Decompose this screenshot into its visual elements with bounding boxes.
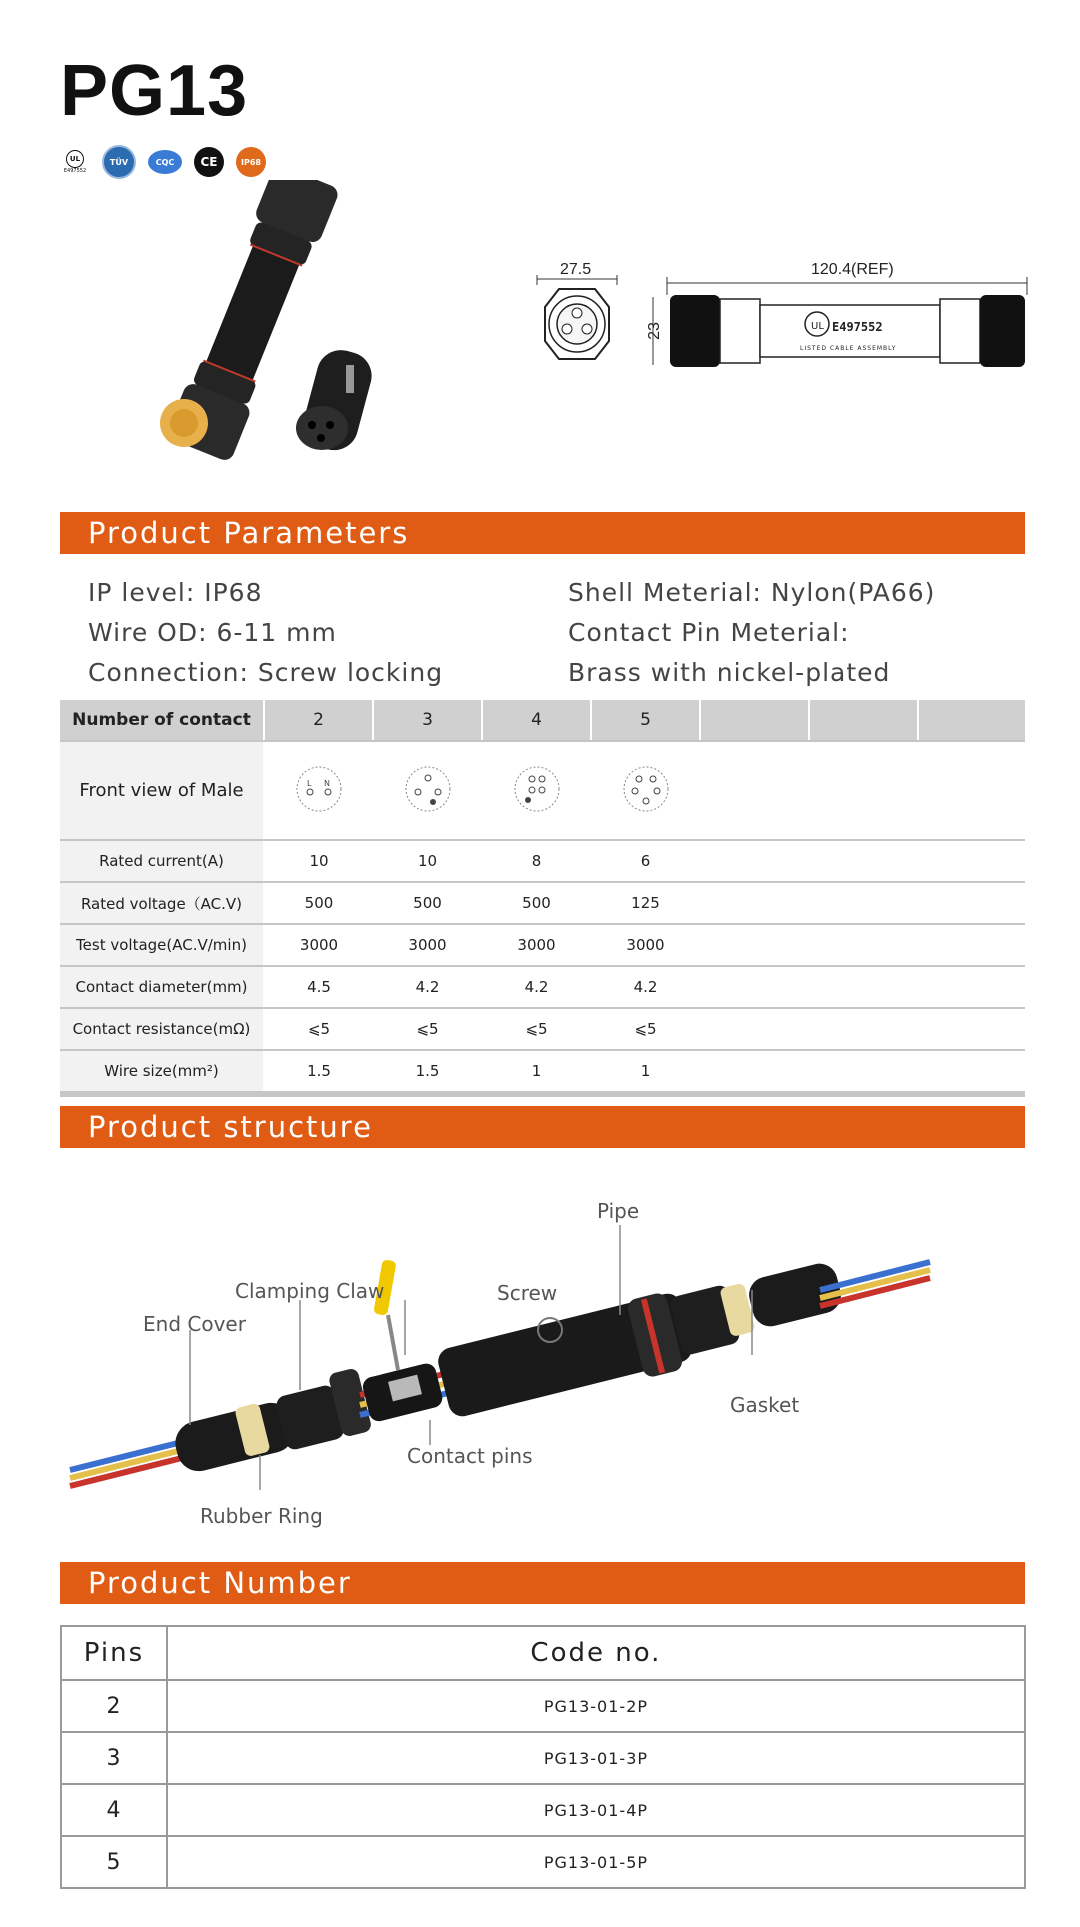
- spec-header-contact: [918, 700, 1025, 741]
- spec-row-label: Contact diameter(mm): [60, 966, 264, 1008]
- param-pin-plating: Brass with nickel-plated: [568, 658, 891, 687]
- label-gasket: Gasket: [730, 1393, 800, 1417]
- spec-cell: 6: [591, 840, 700, 882]
- spec-header-contact: 5: [591, 700, 700, 741]
- pins-cell: 2: [61, 1680, 167, 1732]
- pin-insert-image: [296, 345, 377, 456]
- section-header-number: Product Number: [60, 1562, 1025, 1604]
- spec-row-label: Rated current(A): [60, 840, 264, 882]
- code-cell: PG13-01-4P: [167, 1784, 1025, 1836]
- side-sub-text: LISTED CABLE ASSEMBLY: [800, 345, 897, 352]
- spec-cell: ⩽5: [591, 1008, 700, 1050]
- spec-cell: 4.5: [264, 966, 373, 1008]
- tuv-cert-icon: TÜV: [102, 145, 136, 179]
- param-pin-material: Contact Pin Meterial:: [568, 618, 850, 647]
- section-header-parameters: Product Parameters: [60, 512, 1025, 554]
- spec-row-label: Contact resistance(mΩ): [60, 1008, 264, 1050]
- spec-cell: 3000: [591, 924, 700, 966]
- product-number-table: [60, 1625, 1026, 1889]
- spec-cell: 1: [482, 1050, 591, 1094]
- ce-cert-icon: CE: [194, 147, 224, 177]
- param-wire-od: Wire OD: 6-11 mm: [88, 618, 337, 647]
- spec-row: [60, 1050, 1025, 1094]
- label-screw: Screw: [497, 1281, 558, 1305]
- spec-cell: 4.2: [482, 966, 591, 1008]
- spec-row: [60, 882, 1025, 924]
- spec-cell: 1: [591, 1050, 700, 1094]
- section-header-structure: Product structure: [60, 1106, 1025, 1148]
- spec-cell: 4.2: [591, 966, 700, 1008]
- spec-cell: 500: [373, 882, 482, 924]
- spec-cell: 3000: [264, 924, 373, 966]
- svg-text:N: N: [324, 778, 330, 788]
- spec-cell: 500: [264, 882, 373, 924]
- pin-layout-5-icon: [621, 764, 671, 814]
- spec-cell: ⩽5: [264, 1008, 373, 1050]
- spec-cell: ⩽5: [373, 1008, 482, 1050]
- svg-text:L: L: [307, 778, 312, 788]
- table-row: [61, 1784, 1025, 1836]
- pins-cell: 4: [61, 1784, 167, 1836]
- spec-row: [60, 840, 1025, 882]
- spec-cell: 3000: [373, 924, 482, 966]
- spec-cell: 8: [482, 840, 591, 882]
- label-clamping-claw: Clamping Claw: [235, 1279, 385, 1303]
- pins-cell: 5: [61, 1836, 167, 1888]
- pin-layout-3-icon: [403, 764, 453, 814]
- front-width-dimension: 27.5: [560, 261, 592, 278]
- front-view-drawing: [537, 275, 617, 359]
- pin-layout-4-icon: [512, 764, 562, 814]
- spec-cell: 1.5: [264, 1050, 373, 1094]
- side-length-dimension: 120.4(REF): [811, 261, 894, 278]
- number-header-row: [61, 1626, 1025, 1680]
- spec-cell: 3000: [482, 924, 591, 966]
- spec-header-contact: 4: [482, 700, 591, 741]
- pin-layout-2-icon: [294, 764, 344, 814]
- label-rubber-ring: Rubber Ring: [200, 1504, 323, 1528]
- right-wires-image: [820, 1262, 930, 1306]
- spec-header-row: [60, 700, 1025, 741]
- spec-row: [60, 966, 1025, 1008]
- front-view-row: [60, 741, 1025, 840]
- label-end-cover: End Cover: [143, 1312, 246, 1336]
- spec-row-label: Wire size(mm²): [60, 1050, 264, 1094]
- spec-header-label: Number of contact: [60, 700, 264, 741]
- spec-header-contact: 2: [264, 700, 373, 741]
- front-view-label: Front view of Male: [60, 741, 264, 840]
- front-view-4pin: [482, 741, 591, 840]
- spec-cell: 500: [482, 882, 591, 924]
- table-row: [61, 1732, 1025, 1784]
- spec-cell: 10: [373, 840, 482, 882]
- label-pipe: Pipe: [597, 1199, 640, 1223]
- code-cell: PG13-01-3P: [167, 1732, 1025, 1784]
- front-view-2pin: [264, 741, 373, 840]
- code-cell: PG13-01-5P: [167, 1836, 1025, 1888]
- code-cell: PG13-01-2P: [167, 1680, 1025, 1732]
- param-ip-level: IP level: IP68: [88, 578, 263, 607]
- number-header-code: Code no.: [167, 1626, 1025, 1680]
- spec-cell: 125: [591, 882, 700, 924]
- pins-cell: 3: [61, 1732, 167, 1784]
- table-row: [61, 1680, 1025, 1732]
- left-wires-image: [70, 1440, 190, 1486]
- spec-row: [60, 1008, 1025, 1050]
- ul-cert-icon: UL E497552: [60, 147, 90, 177]
- height-dimension: 23: [645, 322, 663, 340]
- front-view-3pin: [373, 741, 482, 840]
- cqc-cert-icon: CQC: [148, 150, 182, 174]
- spec-cell: 1.5: [373, 1050, 482, 1094]
- number-header-pins: Pins: [61, 1626, 167, 1680]
- side-marking-text: E497552: [832, 320, 883, 334]
- product-photo: [140, 180, 470, 460]
- spec-cell: 4.2: [373, 966, 482, 1008]
- spec-row-label: Test voltage(AC.V/min): [60, 924, 264, 966]
- svg-text:UL: UL: [811, 321, 824, 332]
- front-view-5pin: [591, 741, 700, 840]
- spec-header-contact: [700, 700, 809, 741]
- page-title: PG13: [60, 51, 249, 131]
- certification-logos: [60, 145, 266, 179]
- param-shell-material: Shell Meterial: Nylon(PA66): [568, 578, 936, 607]
- spec-row-label: Rated voltage（AC.V): [60, 882, 264, 924]
- table-row: [61, 1836, 1025, 1888]
- structure-diagram: [60, 1180, 1020, 1520]
- spec-header-contact: [809, 700, 918, 741]
- spec-cell: ⩽5: [482, 1008, 591, 1050]
- label-contact-pins: Contact pins: [407, 1444, 533, 1468]
- spec-table: [60, 700, 1025, 1097]
- spec-row: [60, 924, 1025, 966]
- spec-header-contact: 3: [373, 700, 482, 741]
- dimension-drawing: [525, 255, 1035, 385]
- spec-cell: 10: [264, 840, 373, 882]
- param-connection: Connection: Screw locking: [88, 658, 444, 687]
- screwdriver-image: [373, 1259, 398, 1370]
- ip68-cert-icon: IP68: [236, 147, 266, 177]
